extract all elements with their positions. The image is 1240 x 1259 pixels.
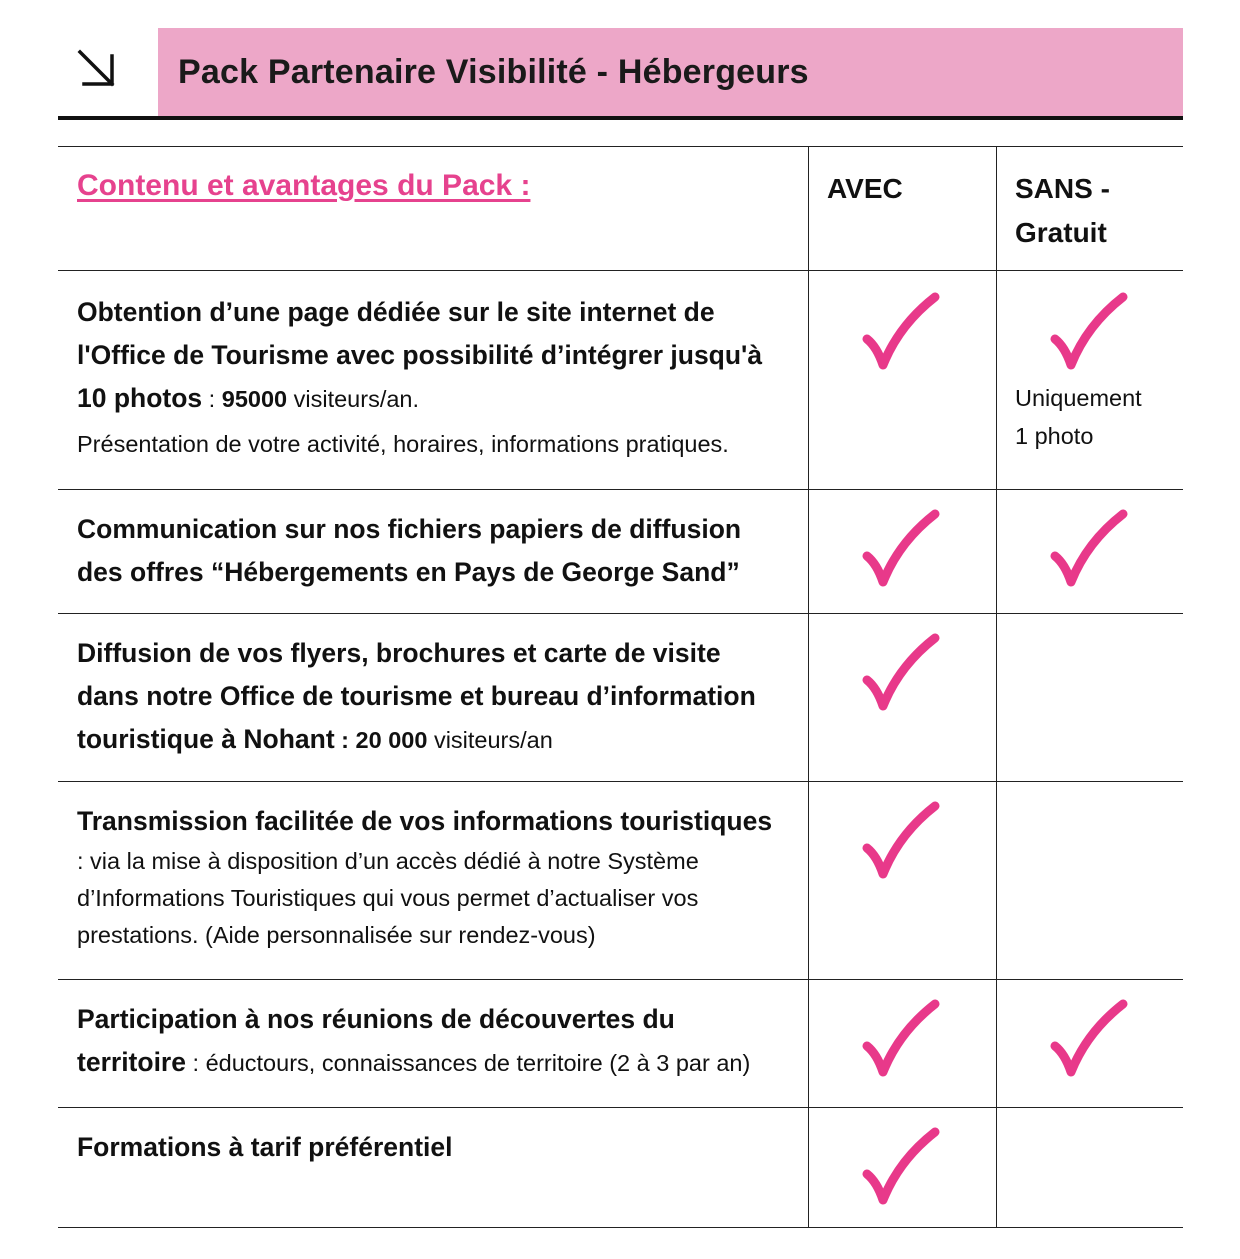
page-header	[58, 28, 1183, 116]
check-icon	[861, 632, 941, 714]
row-description: Participation à nos réunions de découvertes du territoire : éductours, connaissances de territoire (2 à 3 par an)	[77, 1004, 751, 1077]
cell-avec	[808, 490, 996, 613]
table-row	[58, 613, 1183, 781]
cell-avec	[808, 782, 996, 979]
cell-sans	[996, 614, 1183, 781]
arrow-down-right-icon	[76, 48, 116, 88]
cell-avec	[808, 980, 996, 1107]
row-description: Transmission facilitée de vos informations touristiques : via la mise à disposition d’un accès dédié à notre Système d’Informations Touristiques qui vous permet d’actualiser vos prestations. (Aide personnalisée sur rendez-vous)	[77, 806, 773, 948]
row-description: Diffusion de vos flyers, brochures et carte de visite dans notre Office de tourisme et bureau d’information touristique à Nohant : 20 000 visiteurs/an	[77, 638, 756, 754]
check-icon	[861, 800, 941, 882]
row-description: Obtention d’une page dédiée sur le site internet de l'Office de Tourisme avec possibilité d’intégrer jusqu'à 10 photos : 95000 visiteurs/an. Présentation de votre activité, horaires, informations pratiques.	[77, 297, 763, 457]
row-description: Communication sur nos fichiers papiers de diffusion des offres “Hébergements en Pays de George Sand”	[77, 514, 742, 587]
cell-avec	[808, 271, 996, 489]
check-icon	[861, 291, 941, 373]
page-title: Pack Partenaire Visibilité - Hébergeurs	[158, 28, 1183, 116]
header-divider	[58, 116, 1183, 120]
row-description: Formations à tarif préférentiel	[77, 1132, 453, 1162]
table-row	[58, 270, 1183, 489]
table-header-row	[58, 146, 1183, 270]
cell-sans	[996, 980, 1183, 1107]
table-row	[58, 1107, 1183, 1228]
check-icon	[861, 1126, 941, 1208]
sans-note-line2: 1 photo	[1015, 423, 1094, 449]
check-icon	[861, 998, 941, 1080]
check-icon	[1049, 508, 1129, 590]
cell-avec	[808, 1108, 996, 1227]
check-icon	[861, 508, 941, 590]
pack-comparison-table	[58, 146, 1183, 1228]
table-row	[58, 489, 1183, 613]
column-header-sans	[996, 147, 1183, 270]
cell-sans	[996, 782, 1183, 979]
column-header-avec: AVEC	[808, 147, 996, 270]
table-heading: Contenu et avantages du Pack :	[77, 169, 531, 202]
cell-avec	[808, 614, 996, 781]
sans-note-line1: Uniquement	[1015, 385, 1142, 411]
cell-sans	[996, 490, 1183, 613]
cell-sans	[996, 1108, 1183, 1227]
column-header-sans-line1: SANS -	[1015, 173, 1110, 204]
table-row	[58, 781, 1183, 979]
column-header-sans-line2: Gratuit	[1015, 217, 1107, 248]
column-header-content	[58, 147, 808, 270]
check-icon	[1049, 998, 1129, 1080]
table-row	[58, 979, 1183, 1107]
cell-sans	[996, 271, 1183, 489]
check-icon	[1049, 291, 1129, 373]
